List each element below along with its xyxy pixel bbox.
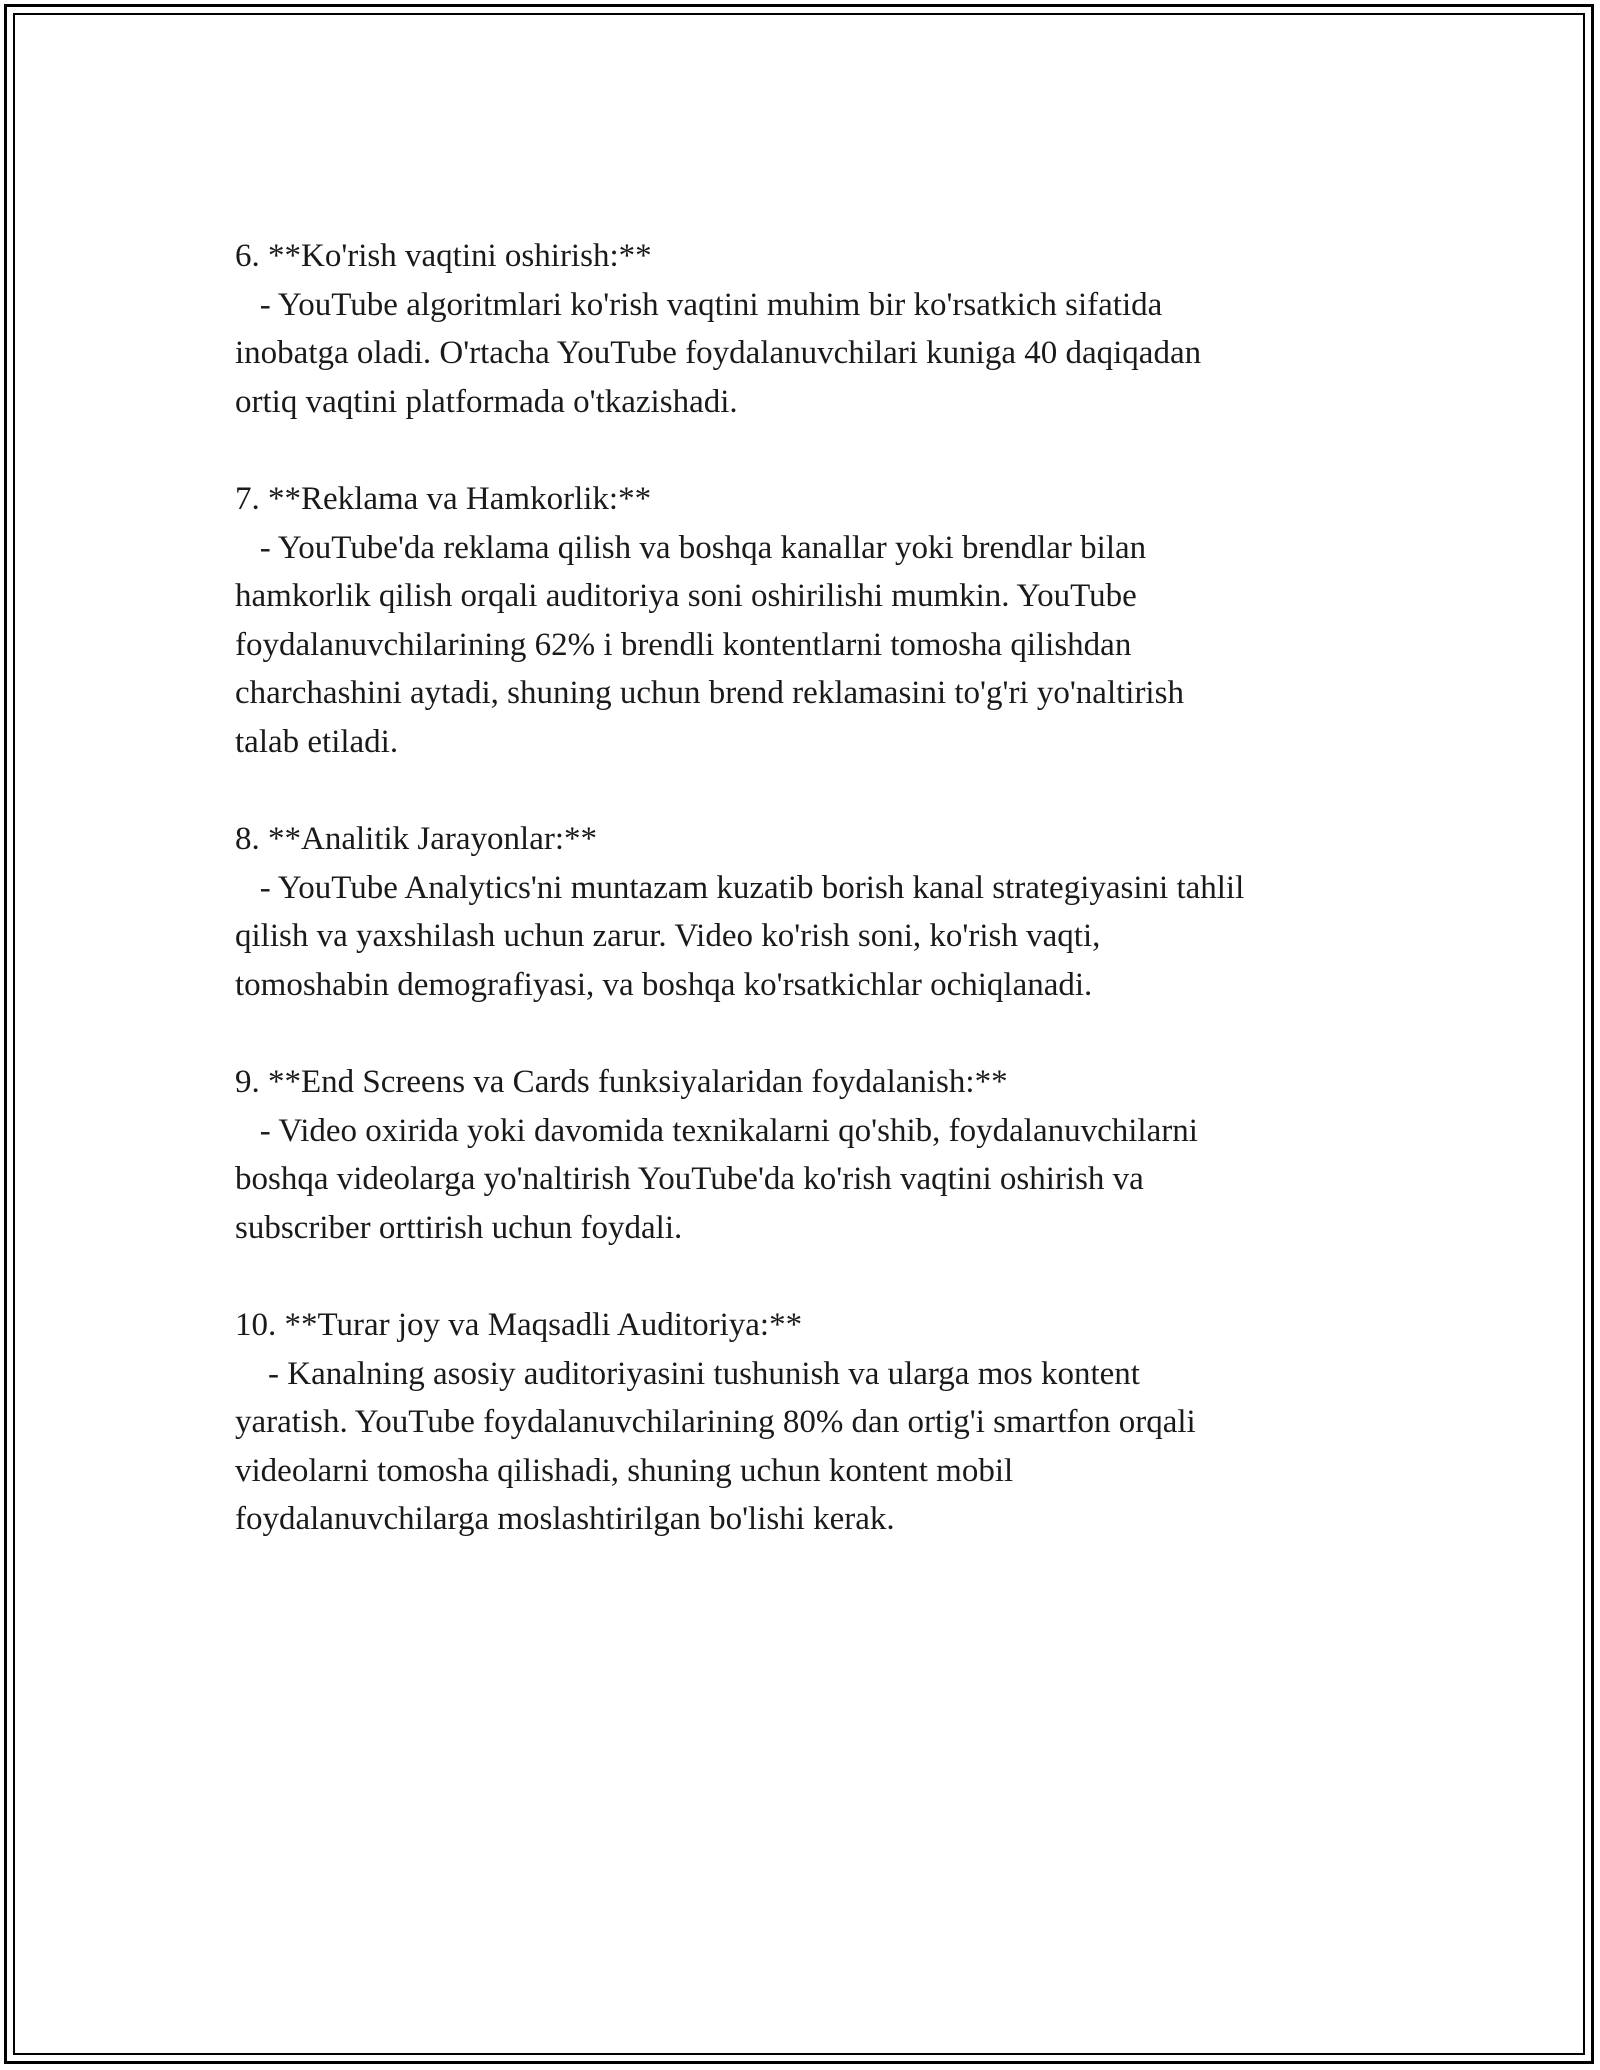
section-text-line: yaratish. YouTube foydalanuvchilarining 80% dan ortig'i smartfon orqali — [235, 1404, 1196, 1441]
paragraph-spacer — [235, 767, 1395, 816]
section-text-line: - YouTube algoritmlari ko'rish vaqtini muhim bir ko'rsatkich sifatida — [235, 286, 1163, 323]
section-text-line: - Video oxirida yoki davomida texnikalarni qo'shib, foydalanuvchilarni — [235, 1112, 1198, 1149]
paragraph-spacer — [235, 1252, 1395, 1301]
section-text-line: videolarni tomosha qilishadi, shuning uchun kontent mobil — [235, 1452, 1014, 1489]
paragraph-spacer — [235, 426, 1395, 475]
section-text-line: boshqa videolarga yo'naltirish YouTube'da ko'rish vaqtini oshirish va — [235, 1161, 1144, 1198]
section-heading: 8. **Analitik Jarayonlar:** — [235, 821, 598, 858]
section-text-line: talab etiladi. — [235, 723, 399, 760]
section-maqsadli-auditoriya — [235, 1301, 1395, 1544]
section-heading: 9. **End Screens va Cards funksiyalaridan foydalanish:** — [235, 1064, 1008, 1101]
section-text-line: - YouTube Analytics'ni muntazam kuzatib borish kanal strategiyasini tahlil — [235, 869, 1245, 906]
section-text-line: qilish va yaxshilash uchun zarur. Video ko'rish soni, ko'rish vaqti, — [235, 918, 1101, 955]
section-end-screens-cards — [235, 1058, 1395, 1252]
section-text-line: subscriber orttirish uchun foydali. — [235, 1209, 683, 1246]
section-text-line: hamkorlik qilish orqali auditoriya soni oshirilishi mumkin. YouTube — [235, 578, 1137, 615]
section-reklama-hamkorlik — [235, 475, 1395, 767]
section-heading: 7. **Reklama va Hamkorlik:** — [235, 480, 652, 517]
section-korish-vaqti — [235, 232, 1395, 426]
section-text-line: - YouTube'da reklama qilish va boshqa kanallar yoki brendlar bilan — [235, 529, 1147, 566]
section-text-line: inobatga oladi. O'rtacha YouTube foydalanuvchilari kuniga 40 daqiqadan — [235, 335, 1202, 372]
section-heading: 10. **Turar joy va Maqsadli Auditoriya:** — [235, 1307, 803, 1344]
section-text-line: foydalanuvchilarga moslashtirilgan bo'lishi kerak. — [235, 1501, 895, 1538]
section-heading: 6. **Ko'rish vaqtini oshirish:** — [235, 238, 652, 274]
section-text-line: tomoshabin demografiyasi, va boshqa ko'rsatkichlar ochiqlanadi. — [235, 966, 1093, 1003]
section-text-line: ortiq vaqtini platformada o'tkazishadi. — [235, 383, 738, 420]
section-text-line: charchashini aytadi, shuning uchun brend reklamasini to'g'ri yo'naltirish — [235, 675, 1184, 712]
paragraph-spacer — [235, 1010, 1395, 1059]
document-body — [235, 232, 1395, 1544]
section-analitik-jarayonlar — [235, 815, 1395, 1009]
section-text-line: - Kanalning asosiy auditoriyasini tushunish va ularga mos kontent — [235, 1355, 1140, 1392]
section-text-line: foydalanuvchilarining 62% i brendli kontentlarni tomosha qilishdan — [235, 626, 1132, 663]
